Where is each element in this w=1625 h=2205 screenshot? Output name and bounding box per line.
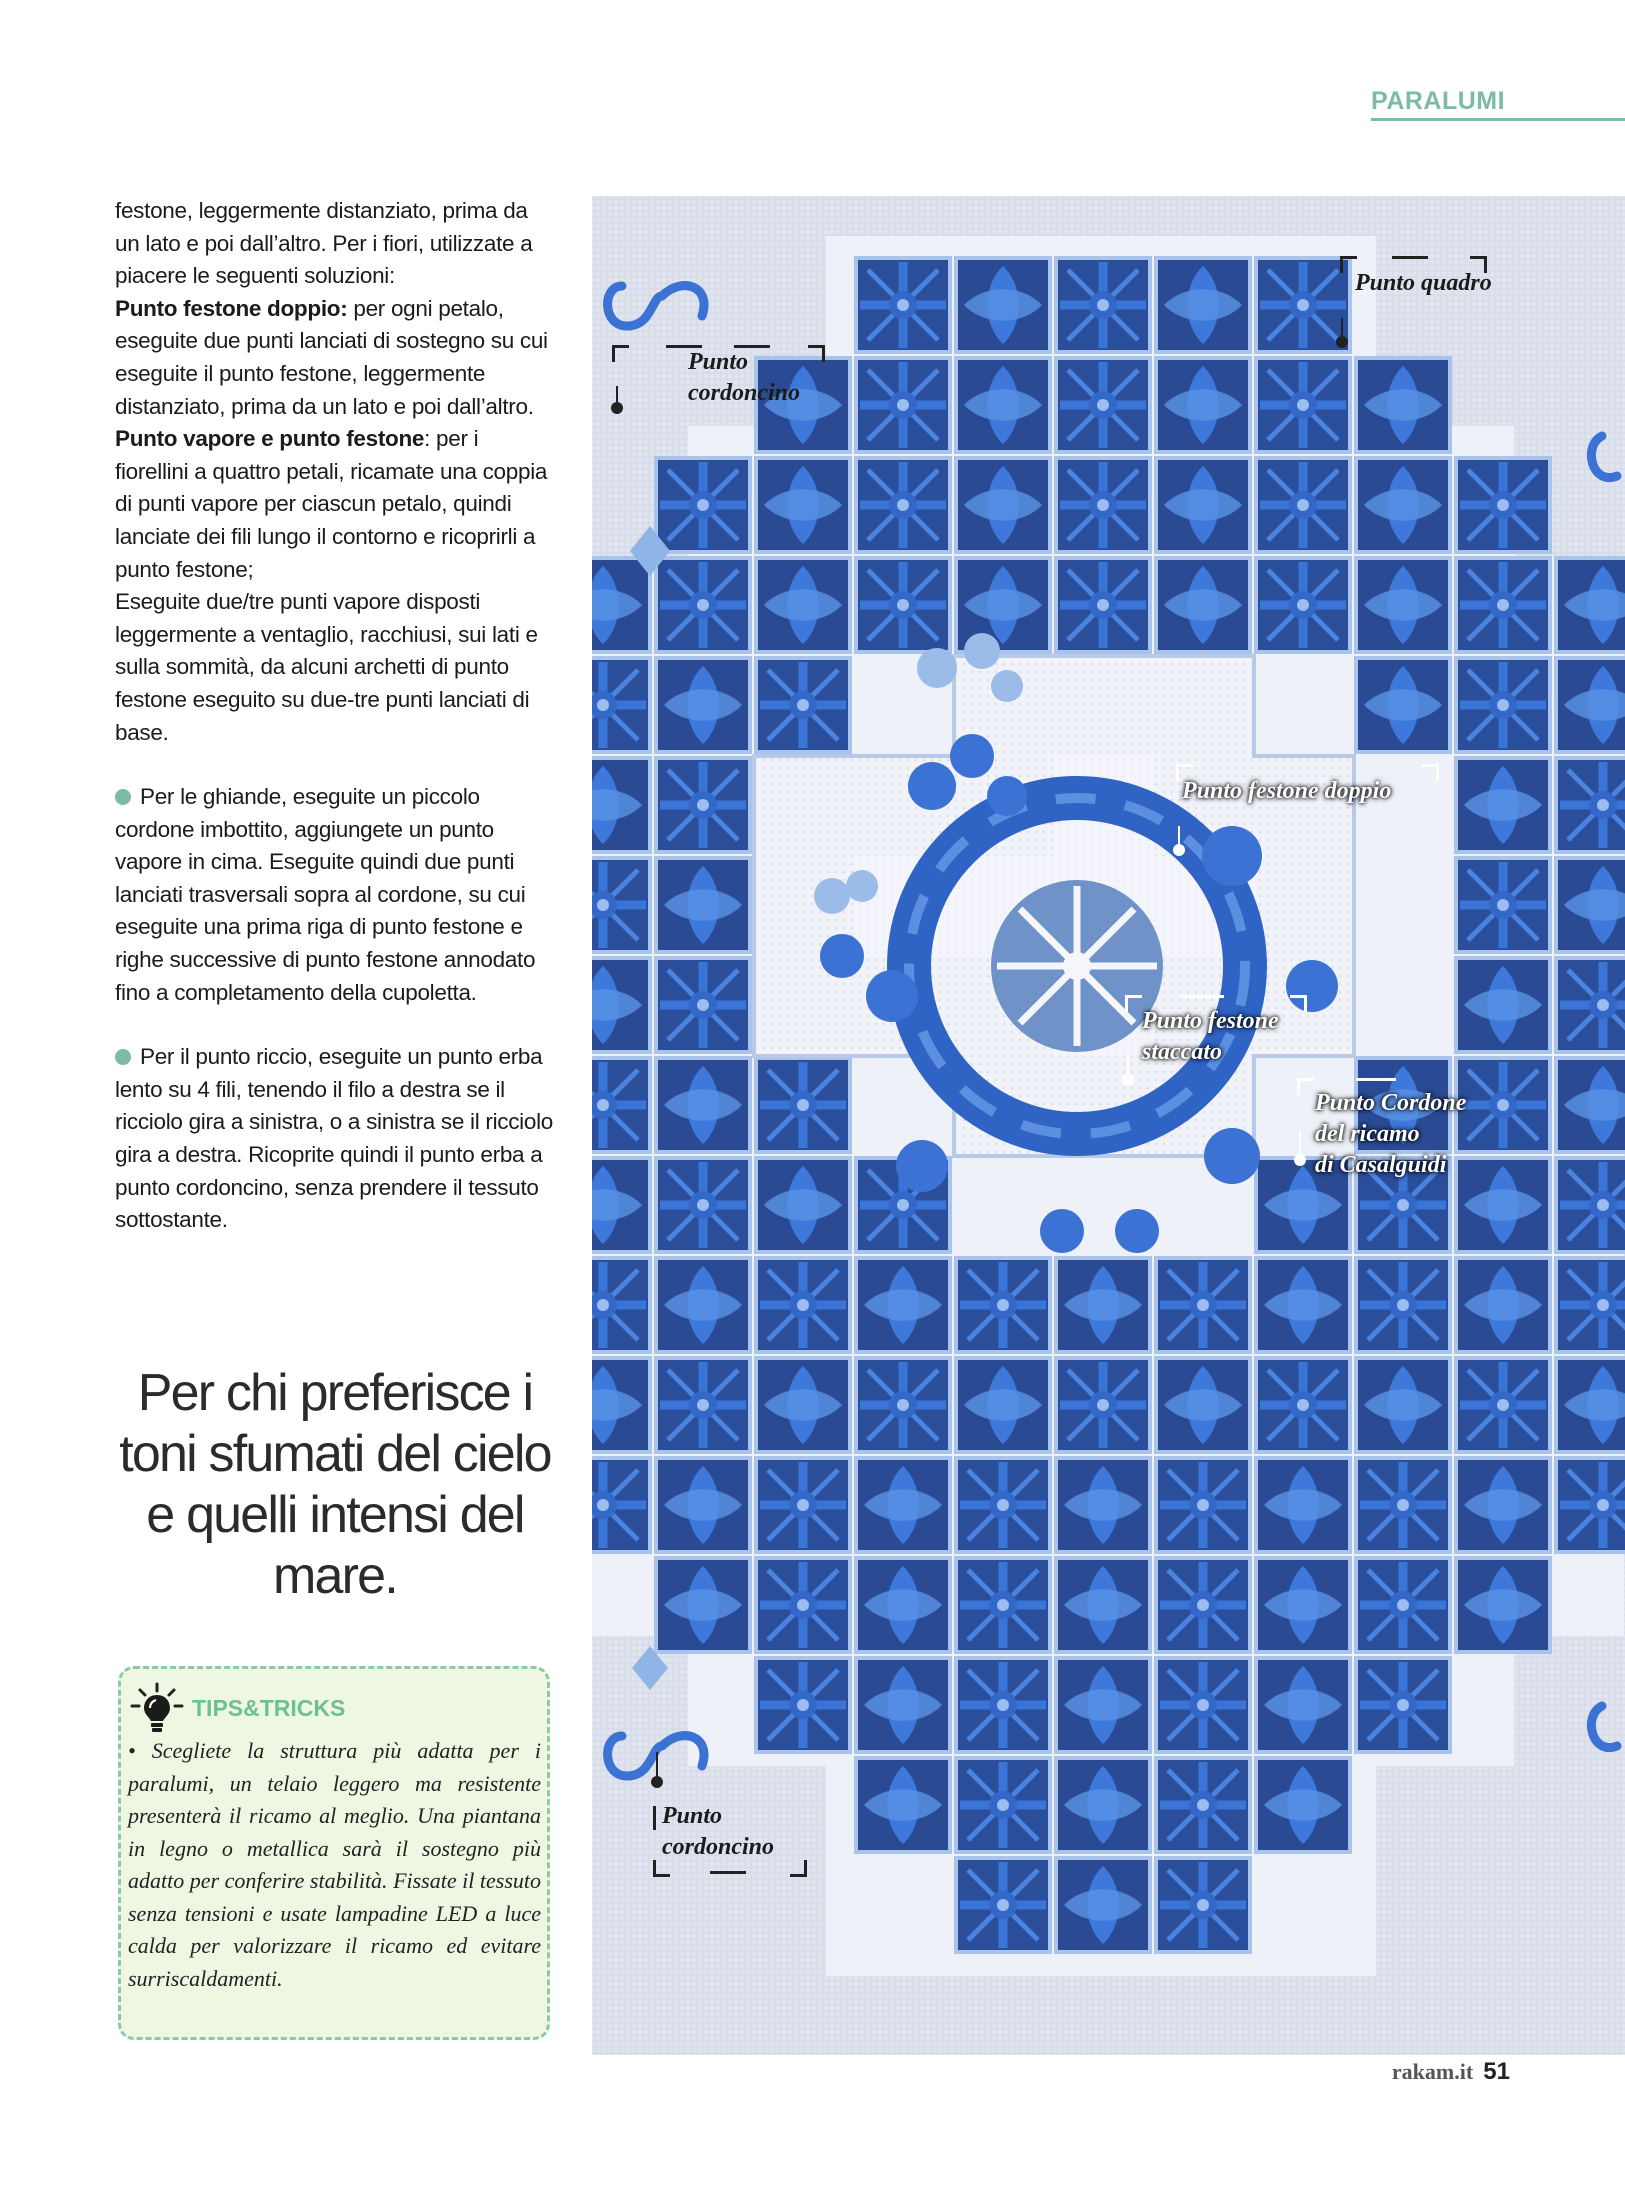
callout-text: Punto festone [1142,1008,1279,1034]
bullet-icon [115,1049,131,1065]
callout-pin [1127,1052,1129,1080]
embroidery-photo [592,196,1625,2055]
paragraph-6-text: Per il punto riccio, eseguite un punto erba lento su 4 fili, tenendo il filo a destra se il ricciolo gira a sinistra, o a sinistra se il ricciolo gira a destra. Ricoprite quindi il punto erba a punto cordoncino, senza prendere il tessuto sottostante. [115,1044,554,1233]
callout-bracket [1297,1078,1314,1095]
lightbulb-icon [128,1681,186,1735]
page-number: 51 [1483,2058,1510,2085]
bullet-icon [115,789,131,805]
callout-bracket [653,1860,670,1877]
paragraph-5-text: Per le ghiande, eseguite un piccolo cordone imbottito, aggiungete un punto vapore in cima. Eseguite quindi due punti lanciati trasversali sopra al cordone, su cui eseguite una prima riga di punto festone e righe successive di punto festone annodato fino a completamento della cupoletta. [115,784,536,1005]
paragraph-3-text: : per i fiorellini a quattro petali, ricamate una coppia di punti vapore per ciascun petalo, quindi lanciate dei fili lungo il contorno e ricoprirli a punto festone; [115,426,548,582]
callout-text: staccato [1142,1039,1222,1065]
paragraph-4: Eseguite due/tre punti vapore disposti leggermente a ventaglio, racchiusi, sui lati e sulla sommità, da alcuni archetti di punto festone eseguito su due-tre punti lanciati di base. [115,589,538,745]
callout-text: di Casalguidi [1315,1152,1447,1178]
callout-pin [616,386,618,408]
callout-pin [656,1752,658,1782]
callout-bracket [710,1871,746,1874]
callout-text: Punto Cordone [1315,1090,1467,1116]
callout-punto-cordone [1315,1088,1466,1181]
embroidery-illustration [592,196,1625,2055]
tips-text: • Scegliete la struttura più adatta per i paralumi, un telaio leggero ma resistente presenterà il ricamo al meglio. Una piantana in legno o metallica sarà il sostegno più adatto per conferire stabilità. Fissate il tessuto senza tensioni e usate lampadine LED a luce calda per valorizzare il ricamo ed evitare surriscaldamenti. [128,1738,541,1991]
callout-pin [1178,826,1180,850]
callout-punto-festone-staccato [1142,1006,1279,1068]
callout-text: del ricamo [1315,1121,1420,1147]
paragraph-2-text: per ogni petalo, eseguite due punti lanciati di sostegno su cui eseguite il punto festone, leggermente distanziato, prima da un lato e poi dall’altro. [115,295,548,419]
callout-text: Punto quadro [1355,270,1492,296]
section-rule [1371,118,1625,121]
callout-bracket [1422,764,1439,781]
callout-punto-festone-doppio [1182,776,1391,807]
callout-bracket [612,345,629,362]
callout-bracket [653,1806,656,1830]
callout-text: Punto festone doppio [1182,778,1392,804]
callout-punto-cordoncino-bottom [662,1801,774,1863]
callout-text: Punto [662,1803,723,1829]
paragraph-5 [115,781,555,1009]
callout-bracket [1290,995,1307,1012]
article-body [115,195,555,1237]
pull-quote: Per chi preferisce i toni sfumati del cielo e quelli intensi del mare. [119,1364,551,1605]
callout-pin [1299,1130,1301,1160]
callout-bracket [1356,1078,1396,1081]
callout-bracket [1180,995,1224,998]
callout-text: cordoncino [662,1834,775,1860]
paragraph-6 [115,1041,555,1237]
callout-punto-cordoncino-top [688,347,800,409]
paragraph-2-lead: Punto festone doppio: [115,295,348,321]
callout-bracket [1125,995,1142,1012]
callout-text: cordoncino [688,380,801,406]
callout-bracket [1392,256,1428,259]
site-name: rakam.it [1391,2059,1474,2084]
section-title: PARALUMI [1371,87,1506,115]
callout-bracket [808,345,825,362]
paragraph-2 [115,293,555,423]
paragraph-1: festone, leggermente distanziato, prima da un lato e poi dall’altro. Per i fiori, utilizzate a piacere le seguenti soluzioni: [115,198,533,289]
page-footer [1392,2058,1510,2086]
callout-bracket [790,1860,807,1877]
paragraph-3 [115,423,555,586]
tips-title: TIPS&TRICKS [192,1694,346,1721]
paragraph-3-lead: Punto vapore e punto festone [115,426,425,452]
callout-text: Punto [688,349,749,375]
callout-pin [1341,318,1343,342]
tips-header [128,1683,345,1733]
callout-punto-quadro [1355,268,1492,299]
